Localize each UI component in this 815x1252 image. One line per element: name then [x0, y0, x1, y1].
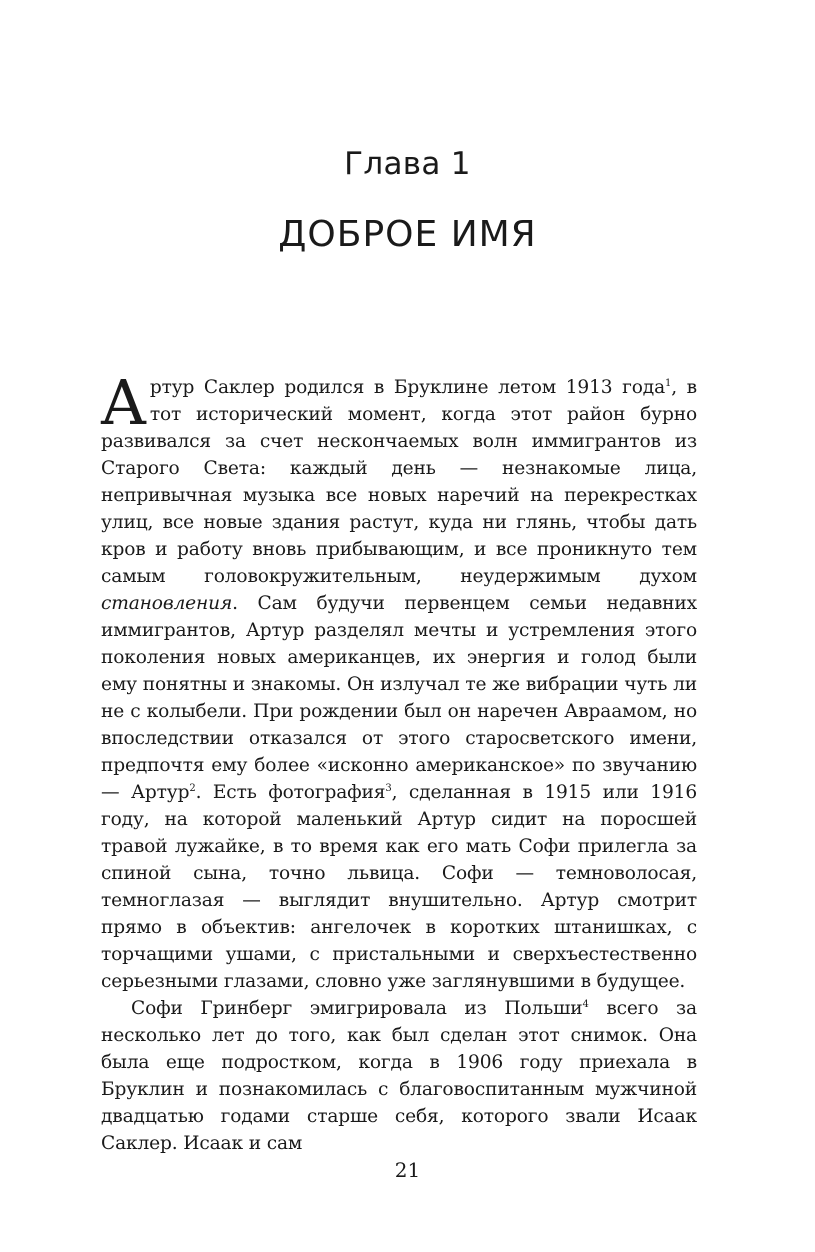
footnote-ref-2[interactable]: 2 [189, 783, 196, 794]
chapter-label: Глава 1 [344, 146, 471, 182]
page-number: 21 [394, 1158, 421, 1182]
drop-cap: А [100, 366, 147, 439]
text-segment: . Есть фотография [195, 782, 386, 803]
paragraph-1 [100, 366, 698, 995]
text-segment: , сделанная в 1915 или 1916 году, на которой маленький Артур сидит на поросшей травой лужайке, в то время как его мать Софи прилегла за спиной сына, точно львица. Софи — темноволосая, темноглазая — выглядит внушительно. Артур смотрит прямо в объектив: ангелочек в коротких штанишках, с торчащими ушами, с пристальными и сверхъестественно серьезными глазами, словно уже заглянувшими в будущее. [101, 782, 698, 992]
footnote-ref-4[interactable]: 4 [582, 999, 589, 1010]
text-segment: Софи Гринберг эмигрировала из Польши [131, 998, 583, 1019]
footnote-ref-1[interactable]: 1 [665, 378, 672, 389]
text-segment: . Сам будучи первенцем семьи недавних иммигрантов, Артур разделял мечты и устремления этого поколения новых американцев, их энергия и голод были ему понятны и знакомы. Он излучал те же вибрации чуть ли не с колыбели. При рождении был он наречен Авраамом, но впоследствии отказался от этого старосветского имени, предпочтя ему более «исконно американское» по звучанию — Артур [101, 593, 697, 803]
text-segment: ртур Саклер родился в Бруклине летом 1913 года [149, 377, 666, 398]
italic-word: становления [101, 593, 233, 614]
footnote-ref-3[interactable]: 3 [385, 783, 392, 794]
text-segment: , в тот исторический момент, когда этот район бурно развивался за счет нескончаемых волн иммигрантов из Старого Света: каждый день — незнакомые лица, непривычная музыка все новых наречий на перекрестках улиц, все новые здания растут, куда ни глянь, чтобы дать кров и работу вновь прибывающим, и все проникнуто тем самым головокружительным, неудержимым духом [101, 377, 698, 587]
paragraph-2 [101, 995, 697, 1157]
text-segment: всего за несколько лет до того, как был сделан этот снимок. Она была еще подростком, когда в 1906 году приехала в Бруклин и познакомилась с благовоспитанным мужчиной двадцатью годами старше себя, которого звали Исаак Саклер. Исаак и сам [101, 998, 697, 1154]
chapter-title: ДОБРОЕ ИМЯ [278, 214, 537, 255]
body-text [100, 366, 698, 1157]
